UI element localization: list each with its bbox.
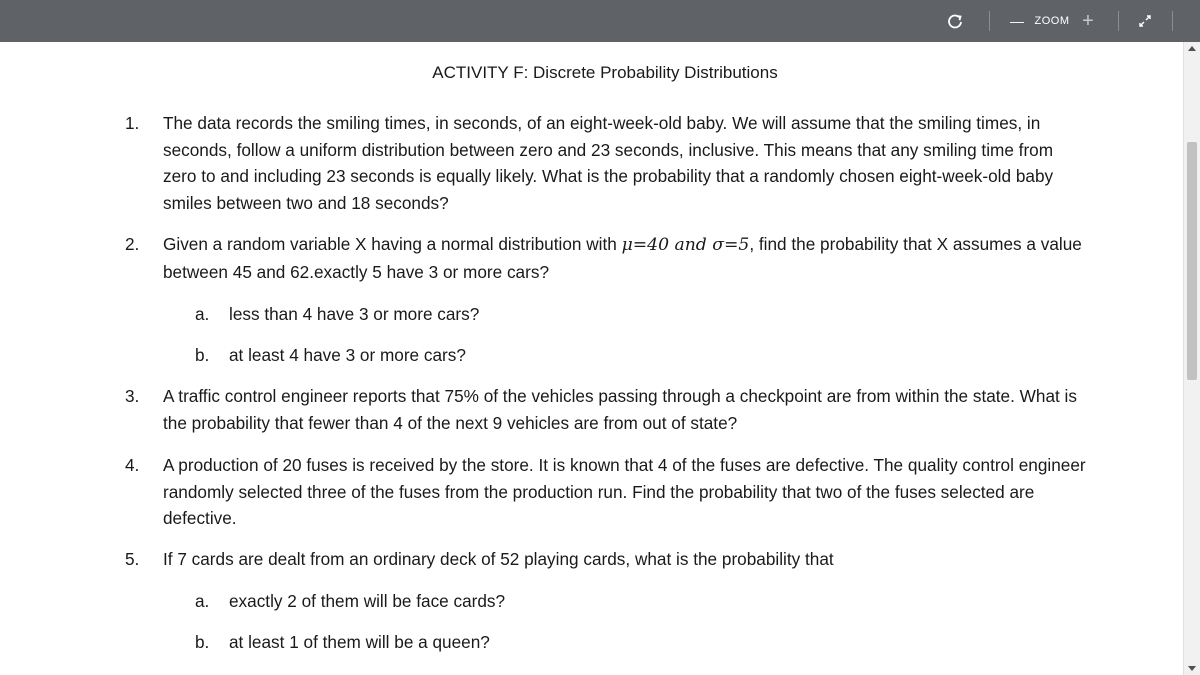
toolbar-divider: [989, 11, 990, 31]
scrollbar-thumb[interactable]: [1187, 142, 1197, 380]
question-text-end: , find the probability that X assumes a value between 45 and 62.exactly 5 have 3 or more cars?: [163, 234, 1082, 282]
question-text: [163, 231, 1095, 285]
question-text: A production of 20 fuses is received by the store. It is known that 4 of the fuses are defective. The quality control engineer randomly selected three of the fuses from the production run. Find the probability that two of the fuses selected are defective.: [163, 455, 1086, 528]
document-page: [0, 42, 1183, 675]
question-3: [125, 383, 1085, 436]
scroll-down-arrow-icon[interactable]: [1188, 666, 1196, 671]
document-title: ACTIVITY F: Discrete Probability Distributions: [432, 63, 778, 82]
question-2-part-a: [195, 301, 479, 327]
vertical-scrollbar[interactable]: [1183, 42, 1200, 675]
question-text-start: Given a random variable X having a normal distribution with: [163, 234, 622, 254]
question-number: 5.: [125, 549, 140, 569]
part-text: at least 1 of them will be a queen?: [229, 632, 490, 652]
expand-icon[interactable]: [1130, 0, 1160, 42]
zoom-in-icon[interactable]: +: [1082, 9, 1094, 32]
part-letter: b.: [195, 632, 210, 652]
question-number: 3.: [125, 386, 140, 406]
part-letter: a.: [195, 591, 210, 611]
question-number: 1.: [125, 113, 140, 133]
viewer-toolbar: [0, 0, 1200, 42]
question-1: [125, 110, 1085, 216]
question-2: [125, 231, 1095, 285]
part-letter: b.: [195, 345, 210, 365]
zoom-label: ZOOM: [1034, 15, 1070, 27]
question-4: [125, 452, 1095, 532]
question-2-part-b: [195, 342, 466, 368]
part-text: less than 4 have 3 or more cars?: [229, 304, 480, 324]
question-number: 2.: [125, 234, 140, 254]
toolbar-divider: [1118, 11, 1119, 31]
zoom-out-icon[interactable]: —: [1010, 13, 1024, 29]
question-5-part-b: [195, 629, 490, 655]
part-text: exactly 2 of them will be face cards?: [229, 591, 506, 611]
question-5-part-a: [195, 588, 505, 614]
scroll-up-arrow-icon[interactable]: [1188, 46, 1196, 51]
question-text: The data records the smiling times, in seconds, of an eight-week-old baby. We will assume that the smiling times, in seconds, follow a uniform distribution between zero and 23 seconds, inclusive. This means that any smiling time from zero to and including 23 seconds is equally likely. What is the probability that a randomly chosen eight-week-old baby smiles between two and 18 seconds?: [163, 113, 1054, 213]
question-5: [125, 546, 1085, 573]
toolbar-divider: [1172, 11, 1173, 31]
part-letter: a.: [195, 304, 210, 324]
question-number: 4.: [125, 455, 140, 475]
part-text: at least 4 have 3 or more cars?: [229, 345, 466, 365]
math-expression: μ=40 and σ=5: [621, 235, 750, 255]
question-text: If 7 cards are dealt from an ordinary deck of 52 playing cards, what is the probability that: [163, 549, 834, 569]
question-text: A traffic control engineer reports that 75% of the vehicles passing through a checkpoint are from within the state. What is the probability that fewer than 4 of the next 9 vehicles are from out of state?: [163, 386, 1077, 433]
refresh-icon[interactable]: [940, 0, 970, 42]
